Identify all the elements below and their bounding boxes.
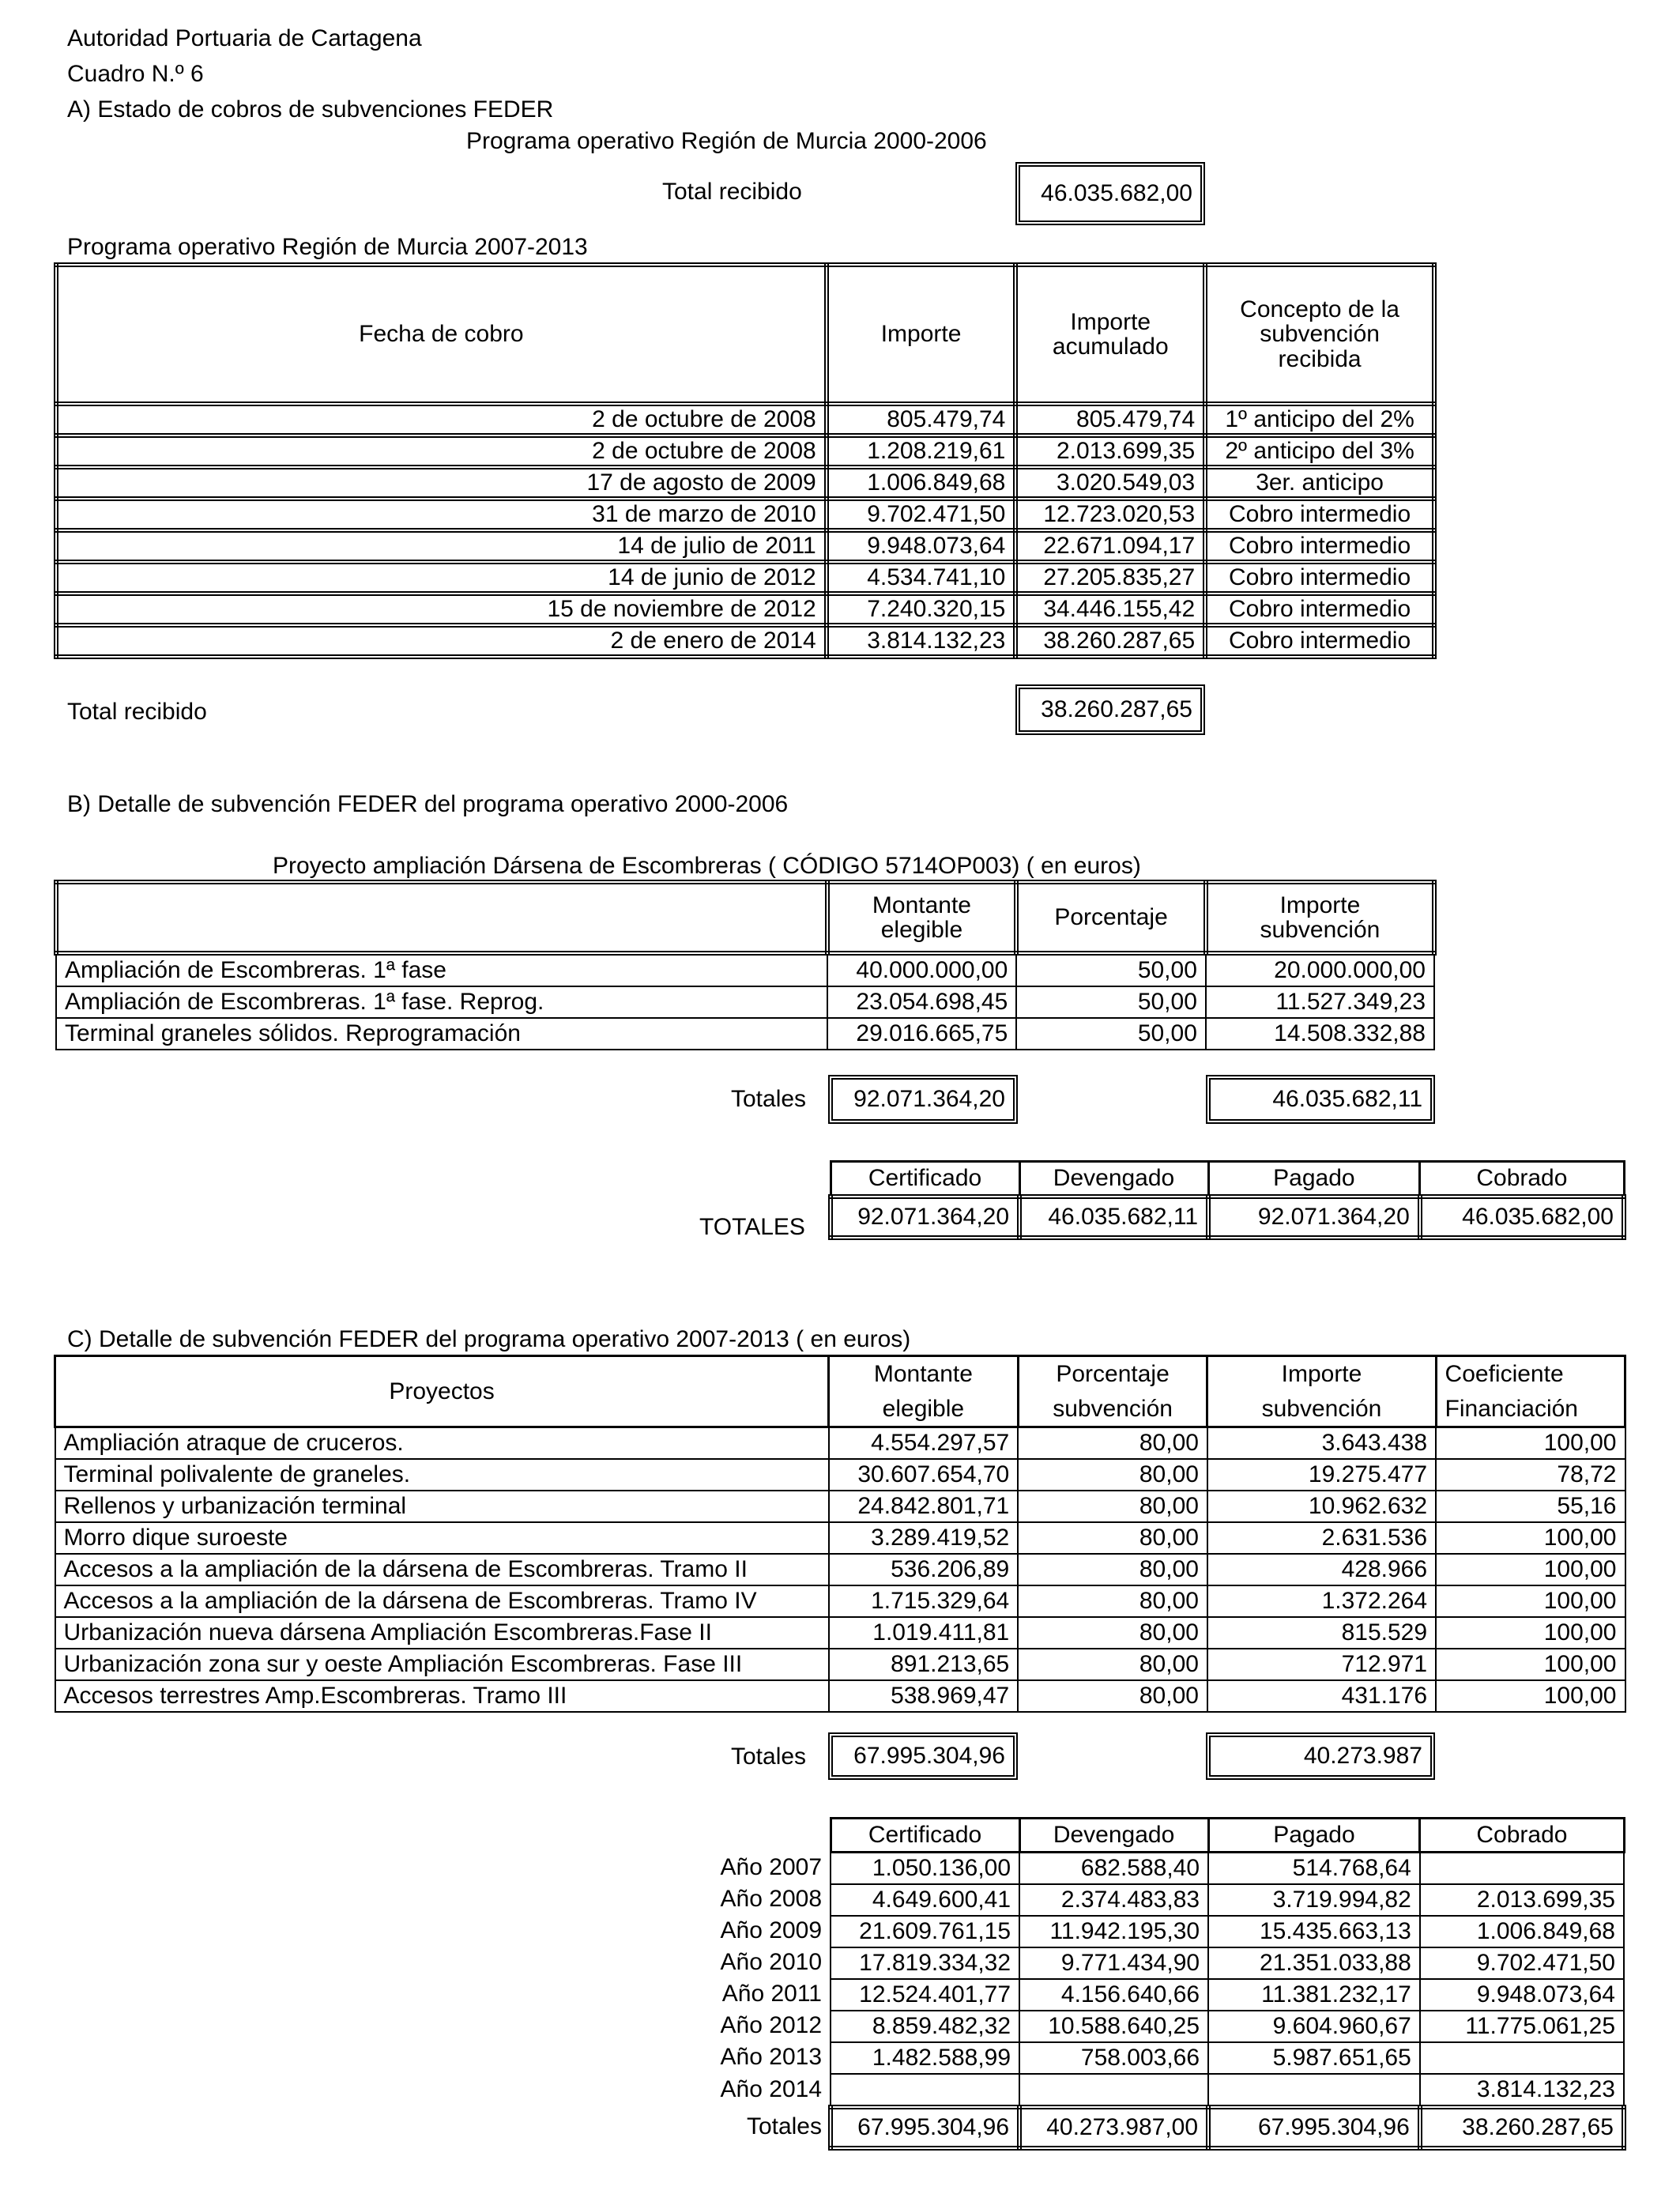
year-label: Año 2010 (720, 1949, 822, 1975)
table-row (56, 467, 1434, 499)
data-cell: 891.213,65 (829, 1649, 1019, 1680)
header-cell: Pagado (1208, 1162, 1420, 1197)
data-cell: 80,00 (1018, 1585, 1207, 1617)
yearly-row (831, 2011, 1624, 2042)
data-cell: 50,00 (1016, 1018, 1206, 1050)
data-cell: Rellenos y urbanización terminal (55, 1491, 829, 1522)
data-cell: 100,00 (1436, 1554, 1625, 1585)
data-cell: 50,00 (1016, 953, 1206, 986)
data-cell: 80,00 (1018, 1491, 1207, 1522)
yearly-row (831, 1916, 1624, 1947)
data-cell: 27.205.835,27 (1015, 562, 1205, 594)
header-cell: Cobrado (1420, 1819, 1624, 1853)
header-cell: Importe subvención (1206, 882, 1434, 953)
data-cell: Urbanización nueva dársena Ampliación Escombreras.Fase II (55, 1617, 829, 1649)
summary-values-row (831, 1197, 1624, 1238)
data-cell: Cobro intermedio (1205, 562, 1434, 594)
data-cell: 20.000.000,00 (1206, 953, 1434, 986)
data-cell: 23.054.698,45 (827, 986, 1017, 1018)
yearly-row (831, 2074, 1624, 2107)
total-recibido-label-2: Total recibido (67, 699, 207, 725)
data-cell: 12.723.020,53 (1015, 499, 1205, 530)
header-cell: Importe subvención (1207, 1356, 1436, 1427)
data-cell: 1.372.264 (1207, 1585, 1436, 1617)
data-cell: 4.156.640,66 (1019, 1979, 1208, 2011)
data-cell: 8.859.482,32 (831, 2011, 1019, 2042)
program-2000-title: Programa operativo Región de Murcia 2000-2006 (466, 128, 987, 154)
data-cell: 2 de enero de 2014 (56, 625, 827, 657)
total-recibido-label-1: Total recibido (662, 179, 802, 205)
header-cell: Fecha de cobro (56, 265, 827, 404)
data-cell: 9.771.434,90 (1019, 1947, 1208, 1979)
data-cell: 428.966 (1207, 1554, 1436, 1585)
table-row (56, 435, 1434, 467)
data-cell: Terminal polivalente de graneles. (55, 1459, 829, 1491)
summary-totales-label: TOTALES (699, 1214, 805, 1240)
totales-montante-c: 67.995.304,96 (828, 1732, 1018, 1780)
data-cell (1420, 2042, 1624, 2074)
header-cell: Proyectos (55, 1356, 829, 1427)
data-cell: 29.016.665,75 (827, 1018, 1017, 1050)
data-cell: Urbanización zona sur y oeste Ampliación Escombreras. Fase III (55, 1649, 829, 1680)
data-cell: 1.006.849,68 (827, 467, 1016, 499)
data-cell: Morro dique suroeste (55, 1522, 829, 1554)
header-cell (56, 882, 827, 953)
year-label: Año 2013 (720, 2044, 822, 2070)
table-row (56, 530, 1434, 562)
data-cell: 2º anticipo del 3% (1205, 435, 1434, 467)
data-cell: 805.479,74 (827, 404, 1016, 435)
table-row (56, 953, 1434, 986)
data-cell: 21.351.033,88 (1208, 1947, 1420, 1979)
yearly-row (831, 1853, 1624, 1885)
table-row (56, 625, 1434, 657)
yearly-totales-label: Totales (746, 2113, 822, 2139)
data-cell: 3.814.132,23 (1420, 2074, 1624, 2107)
data-cell (831, 2074, 1019, 2107)
cuadro-number: Cuadro N.º 6 (67, 61, 204, 87)
data-cell: 2.013.699,35 (1420, 1884, 1624, 1916)
data-cell: 9.948.073,64 (1420, 1979, 1624, 2011)
header-cell: Devengado (1019, 1819, 1208, 1853)
cobros-table (54, 262, 1437, 659)
data-cell: Accesos a la ampliación de la dársena de Escombreras. Tramo IV (55, 1585, 829, 1617)
data-cell: 815.529 (1207, 1617, 1436, 1649)
summary-header-row (831, 1162, 1624, 1197)
data-cell: 14.508.332,88 (1206, 1018, 1434, 1050)
table-row (56, 594, 1434, 625)
data-cell: 80,00 (1018, 1680, 1207, 1712)
data-cell: 2.631.536 (1207, 1522, 1436, 1554)
table-row (56, 986, 1434, 1018)
header-cell: Devengado (1019, 1162, 1208, 1197)
table-row (55, 1522, 1625, 1554)
data-cell: Ampliación de Escombreras. 1ª fase. Reprog. (56, 986, 827, 1018)
data-cell: 11.527.349,23 (1206, 986, 1434, 1018)
data-cell: 7.240.320,15 (827, 594, 1016, 625)
data-cell: 100,00 (1436, 1617, 1625, 1649)
header-cell: Importe acumulado (1015, 265, 1205, 404)
data-cell: 14 de julio de 2011 (56, 530, 827, 562)
program-2007-title: Programa operativo Región de Murcia 2007-2013 (67, 234, 588, 260)
data-cell: 11.942.195,30 (1019, 1916, 1208, 1947)
data-cell: 17.819.334,32 (831, 1947, 1019, 1979)
table-row (55, 1491, 1625, 1522)
data-cell: 67.995.304,96 (831, 2107, 1019, 2148)
yearly-totales-row (831, 2107, 1624, 2148)
header-cell: Cobrado (1420, 1162, 1624, 1197)
data-cell: 3.719.994,82 (1208, 1884, 1420, 1916)
data-cell: 9.948.073,64 (827, 530, 1016, 562)
section-a-title: A) Estado de cobros de subvenciones FEDER (67, 96, 554, 123)
data-cell: 92.071.364,20 (831, 1197, 1019, 1238)
proyectos-2007-table (54, 1355, 1626, 1713)
data-cell: 100,00 (1436, 1585, 1625, 1617)
year-label: Año 2014 (720, 2076, 822, 2102)
summary-2000-table (828, 1160, 1626, 1240)
data-cell: Cobro intermedio (1205, 530, 1434, 562)
data-cell: 431.176 (1207, 1680, 1436, 1712)
data-cell: 1.006.849,68 (1420, 1916, 1624, 1947)
yearly-row (831, 1884, 1624, 1916)
table-row (55, 1617, 1625, 1649)
data-cell: 14 de junio de 2012 (56, 562, 827, 594)
yearly-table (828, 1817, 1626, 2151)
yearly-header-row (831, 1819, 1624, 1853)
data-cell: 1º anticipo del 2% (1205, 404, 1434, 435)
section-b-title: B) Detalle de subvención FEDER del programa operativo 2000-2006 (67, 791, 789, 817)
data-cell (1420, 1853, 1624, 1885)
table-row (56, 499, 1434, 530)
data-cell: 805.479,74 (1015, 404, 1205, 435)
table-row (56, 1018, 1434, 1050)
data-cell: 55,16 (1436, 1491, 1625, 1522)
data-cell: 538.969,47 (829, 1680, 1019, 1712)
data-cell: 2.374.483,83 (1019, 1884, 1208, 1916)
data-cell: Ampliación atraque de cruceros. (55, 1427, 829, 1460)
table-header-row (56, 265, 1434, 404)
data-cell: 11.775.061,25 (1420, 2011, 1624, 2042)
data-cell: 3er. anticipo (1205, 467, 1434, 499)
data-cell: 24.842.801,71 (829, 1491, 1019, 1522)
data-cell: 758.003,66 (1019, 2042, 1208, 2074)
year-label: Año 2007 (720, 1853, 822, 1880)
data-cell: 1.482.588,99 (831, 2042, 1019, 2074)
data-cell: 10.588.640,25 (1019, 2011, 1208, 2042)
data-cell: 712.971 (1207, 1649, 1436, 1680)
total-recibido-value-1: 46.035.682,00 (1015, 162, 1205, 225)
data-cell: 4.534.741,10 (827, 562, 1016, 594)
data-cell: 67.995.304,96 (1208, 2107, 1420, 2148)
year-label: Año 2012 (720, 2012, 822, 2038)
total-recibido-value-2: 38.260.287,65 (1015, 684, 1205, 735)
data-cell: 4.554.297,57 (829, 1427, 1019, 1460)
year-label: Año 2009 (720, 1917, 822, 1943)
data-cell: Cobro intermedio (1205, 625, 1434, 657)
data-cell: 22.671.094,17 (1015, 530, 1205, 562)
table-header-row (56, 882, 1434, 953)
data-cell: 3.814.132,23 (827, 625, 1016, 657)
data-cell: 80,00 (1018, 1554, 1207, 1585)
header-cell: Montante elegible (829, 1356, 1019, 1427)
data-cell: 11.381.232,17 (1208, 1979, 1420, 2011)
data-cell: 100,00 (1436, 1680, 1625, 1712)
totales-label-b: Totales (731, 1086, 807, 1112)
yearly-row (831, 1979, 1624, 2011)
data-cell: 9.604.960,67 (1208, 2011, 1420, 2042)
data-cell: 4.649.600,41 (831, 1884, 1019, 1916)
data-cell: Terminal graneles sólidos. Reprogramación (56, 1018, 827, 1050)
data-cell: 3.643.438 (1207, 1427, 1436, 1460)
data-cell (1019, 2074, 1208, 2107)
data-cell: 3.289.419,52 (829, 1522, 1019, 1554)
yearly-row (831, 2042, 1624, 2074)
year-label: Año 2008 (720, 1886, 822, 1912)
data-cell: Accesos terrestres Amp.Escombreras. Tramo III (55, 1680, 829, 1712)
table-row (55, 1459, 1625, 1491)
data-cell: 1.050.136,00 (831, 1853, 1019, 1885)
header-cell: Coeficiente Financiación (1436, 1356, 1625, 1427)
data-cell: 21.609.761,15 (831, 1916, 1019, 1947)
totales-label-c: Totales (731, 1744, 807, 1770)
data-cell: 1.715.329,64 (829, 1585, 1019, 1617)
data-cell: 80,00 (1018, 1459, 1207, 1491)
data-cell: 40.000.000,00 (827, 953, 1017, 986)
data-cell (1208, 2074, 1420, 2107)
data-cell: 1.019.411,81 (829, 1617, 1019, 1649)
header-cell: Pagado (1208, 1819, 1420, 1853)
data-cell: 2 de octubre de 2008 (56, 404, 827, 435)
header-cell: Porcentaje subvención (1018, 1356, 1207, 1427)
data-cell: 514.768,64 (1208, 1853, 1420, 1885)
data-cell: Cobro intermedio (1205, 499, 1434, 530)
data-cell: 9.702.471,50 (1420, 1947, 1624, 1979)
totales-importe-c: 40.273.987 (1206, 1732, 1435, 1780)
header-cell: Importe (827, 265, 1016, 404)
data-cell: 80,00 (1018, 1649, 1207, 1680)
year-label: Año 2011 (721, 1981, 822, 2007)
data-cell: 46.035.682,11 (1019, 1197, 1208, 1238)
data-cell: 1.208.219,61 (827, 435, 1016, 467)
section-c-title: C) Detalle de subvención FEDER del programa operativo 2007-2013 ( en euros) (67, 1326, 911, 1352)
data-cell: 19.275.477 (1207, 1459, 1436, 1491)
data-cell: 38.260.287,65 (1015, 625, 1205, 657)
data-cell: Cobro intermedio (1205, 594, 1434, 625)
data-cell: 34.446.155,42 (1015, 594, 1205, 625)
table-row (56, 404, 1434, 435)
data-cell: 3.020.549,03 (1015, 467, 1205, 499)
data-cell: Accesos a la ampliación de la dársena de Escombreras. Tramo II (55, 1554, 829, 1585)
header-cell: Porcentaje (1016, 882, 1206, 953)
data-cell: 100,00 (1436, 1649, 1625, 1680)
header-cell: Montante elegible (827, 882, 1017, 953)
totales-importe-b: 46.035.682,11 (1206, 1075, 1435, 1124)
data-cell: 12.524.401,77 (831, 1979, 1019, 2011)
data-cell: 100,00 (1436, 1427, 1625, 1460)
data-cell: 100,00 (1436, 1522, 1625, 1554)
data-cell: 9.702.471,50 (827, 499, 1016, 530)
data-cell: Ampliación de Escombreras. 1ª fase (56, 953, 827, 986)
data-cell: 40.273.987,00 (1019, 2107, 1208, 2148)
table-row (55, 1554, 1625, 1585)
table-row (55, 1427, 1625, 1460)
proyecto-2000-table (54, 880, 1437, 1050)
data-cell: 80,00 (1018, 1427, 1207, 1460)
data-cell: 536.206,89 (829, 1554, 1019, 1585)
data-cell: 46.035.682,00 (1420, 1197, 1624, 1238)
data-cell: 5.987.651,65 (1208, 2042, 1420, 2074)
header-cell: Concepto de la subvención recibida (1205, 265, 1434, 404)
data-cell: 50,00 (1016, 986, 1206, 1018)
data-cell: 15.435.663,13 (1208, 1916, 1420, 1947)
data-cell: 17 de agosto de 2009 (56, 467, 827, 499)
data-cell: 30.607.654,70 (829, 1459, 1019, 1491)
data-cell: 80,00 (1018, 1522, 1207, 1554)
totales-montante-b: 92.071.364,20 (828, 1075, 1018, 1124)
data-cell: 2.013.699,35 (1015, 435, 1205, 467)
table-row (56, 562, 1434, 594)
section-b-subtitle: Proyecto ampliación Dársena de Escombreras ( CÓDIGO 5714OP003) ( en euros) (273, 853, 1141, 879)
data-cell: 38.260.287,65 (1420, 2107, 1624, 2148)
data-cell: 92.071.364,20 (1208, 1197, 1420, 1238)
data-cell: 682.588,40 (1019, 1853, 1208, 1885)
org-name: Autoridad Portuaria de Cartagena (67, 25, 422, 51)
data-cell: 31 de marzo de 2010 (56, 499, 827, 530)
table-row (55, 1649, 1625, 1680)
header-cell: Certificado (831, 1819, 1019, 1853)
data-cell: 10.962.632 (1207, 1491, 1436, 1522)
data-cell: 78,72 (1436, 1459, 1625, 1491)
yearly-row (831, 1947, 1624, 1979)
data-cell: 2 de octubre de 2008 (56, 435, 827, 467)
table-header-row (55, 1356, 1625, 1427)
data-cell: 80,00 (1018, 1617, 1207, 1649)
data-cell: 15 de noviembre de 2012 (56, 594, 827, 625)
table-row (55, 1680, 1625, 1712)
table-row (55, 1585, 1625, 1617)
header-cell: Certificado (831, 1162, 1019, 1197)
